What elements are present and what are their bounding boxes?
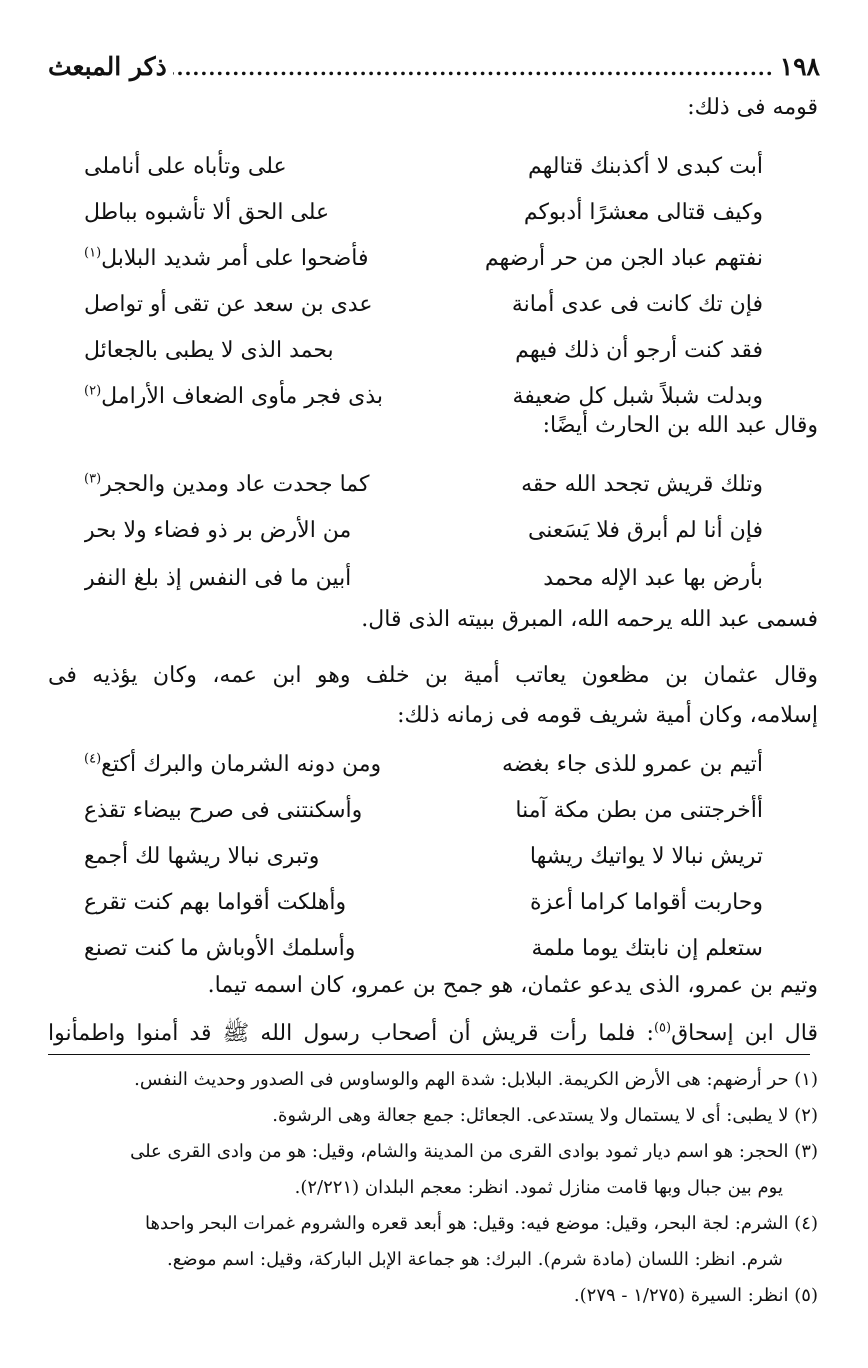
verse-second-hemistich: كما جحدت عاد ومدين والحجر$^{(٣)}$ [84, 471, 370, 497]
footnote-ref: (٣) [84, 471, 102, 487]
verse-second-hemistich: فأضحوا على أمر شديد البلابل$^{(١)}$ [84, 245, 369, 271]
verse-first-hemistich: أبت كبدى لا أكذبنك قتالهم [527, 154, 763, 179]
verse [84, 462, 763, 508]
footnote-ref: (٥) [653, 1020, 672, 1036]
verse-second-hemistich: وتبرى نبالا ريشها لك أجمع [84, 844, 320, 869]
verse [84, 282, 763, 328]
footnote-separator [48, 1054, 810, 1055]
verse-first-hemistich: ستعلم إن نابتك يوما ملمة [531, 936, 763, 961]
paragraph-line: وقال عثمان بن مظعون يعاتب أمية بن خلف وهو ابن عمه، وكان يؤذيه فى [48, 663, 818, 688]
footnote-ref: (١) [84, 245, 102, 261]
verse-second-hemistich: بحمد الذى لا يطبى بالجعائل [84, 338, 334, 363]
verse [84, 834, 763, 880]
verse-second-hemistich: عدى بن سعد عن تقى أو تواصل [84, 292, 373, 317]
paragraph-line: إسلامه، وكان أمية شريف قومه فى زمانه ذلك: [397, 703, 818, 728]
verse [84, 788, 763, 834]
prose-line: فسمى عبد الله يرحمه الله، المبرق ببيته الذى قال. [361, 607, 818, 632]
verse [84, 880, 763, 926]
verse-second-hemistich: من الأرض بر ذو فضاء ولا بحر [84, 518, 352, 543]
verse-first-hemistich: فإن أنا لم أبرق فلا يَسَعنى [527, 518, 763, 543]
verse [84, 508, 763, 556]
footnote: (٣) الحجر: هو اسم ديار ثمود بوادى القرى من المدينة والشام، وقيل: هو من وادى القرى على [130, 1141, 818, 1162]
footnote: (١) حر أرضهم: هى الأرض الكريمة. البلابل: شدة الهم والوساوس فى الصدور وحديث النفس. [134, 1069, 818, 1090]
verse [84, 742, 763, 788]
verse-second-hemistich: على وتأباه على أناملى [84, 154, 287, 179]
verse-first-hemistich: أتيم بن عمرو للذى جاء بغضه [502, 752, 763, 777]
verse-first-hemistich: بأرض بها عبد الإله محمد [543, 566, 763, 591]
footnote: (٥) انظر: السيرة (١/٢٧٥ - ٢٧٩). [573, 1285, 818, 1306]
verse-first-hemistich: فإن تك كانت فى عدى أمانة [511, 292, 763, 317]
footnote: (٢) لا يطبى: أى لا يستمال ولا يستدعى. الجعائل: جمع جعالة وهى الرشوة. [272, 1105, 818, 1126]
verse-second-hemistich: وأسلمك الأوباش ما كنت تصنع [84, 936, 356, 961]
verse-first-hemistich: فقد كنت أرجو أن ذلك فيهم [515, 338, 763, 363]
footnote: (٤) الشرم: لجة البحر، وقيل: موضع فيه: وقيل: هو أبعد قعره والشروم غمرات البحر واحدها [145, 1213, 818, 1234]
prose-line: وقال عبد الله بن الحارث أيضًا: [542, 413, 818, 438]
verse-second-hemistich: وأهلكت أقواما بهم كنت تقرع [84, 890, 347, 915]
verse-first-hemistich: نفتهم عباد الجن من حر أرضهم [484, 246, 763, 271]
verse-first-hemistich: أأخرجتنى من بطن مكة آمنا [515, 798, 763, 823]
verse [84, 236, 763, 282]
verse-first-hemistich: وكيف قتالى معشرًا أدبوكم [523, 200, 763, 225]
verse-second-hemistich: بذى فجر مأوى الضعاف الأرامل$^{(٢)}$ [84, 383, 384, 409]
footnote-ref: (٤) [84, 751, 102, 767]
poem-2 [84, 462, 763, 602]
verse [84, 190, 763, 236]
footnote-ref: (٢) [84, 383, 102, 399]
chapter-title: ذكر المبعث [48, 52, 167, 81]
verse-second-hemistich: على الحق ألا تأشبوه بباطل [84, 200, 330, 225]
verse-first-hemistich: وحاربت أقواما كراما أعزة [530, 890, 763, 915]
footnote-continuation: شرم. انظر: اللسان (مادة شرم). البرك: هو جماعة الإبل الباركة، وقيل: اسم موضع. [166, 1249, 783, 1270]
prose-line: قال ابن إسحاق$^{(٥)}$: فلما رأت قريش أن أصحاب رسول الله ﷺ قد أمنوا واطمأنوا [48, 1020, 818, 1046]
verse-second-hemistich: وأسكنتنى فى صرح بيضاء تقذع [84, 798, 363, 823]
verse-second-hemistich: أبين ما فى النفس إذ بلغ النفر [84, 566, 352, 591]
intro-line: قومه فى ذلك: [687, 95, 818, 120]
poem-1 [84, 144, 763, 420]
verse-second-hemistich: ومن دونه الشرمان والبرك أكتع$^{(٤)}$ [84, 751, 382, 777]
page-number: ١٩٨ [779, 52, 820, 81]
verse [84, 144, 763, 190]
footnote-continuation: يوم بين جبال وبها قامت منازل ثمود. انظر: معجم البلدان (٢/٢٢١). [294, 1177, 783, 1198]
verse-first-hemistich: تريش نبالا لا يواتيك ريشها [529, 844, 763, 869]
verse-first-hemistich: وبدلت شبلاً شبل كل ضعيفة [512, 384, 763, 409]
verse [84, 556, 763, 602]
poem-3 [84, 742, 763, 972]
prose-line: وتيم بن عمرو، الذى يدعو عثمان، هو جمح بن عمرو، كان اسمه تيما. [207, 973, 818, 998]
verse [84, 328, 763, 374]
leader-dots [173, 56, 774, 80]
verse-first-hemistich: وتلك قريش تجحد الله حقه [521, 472, 763, 497]
